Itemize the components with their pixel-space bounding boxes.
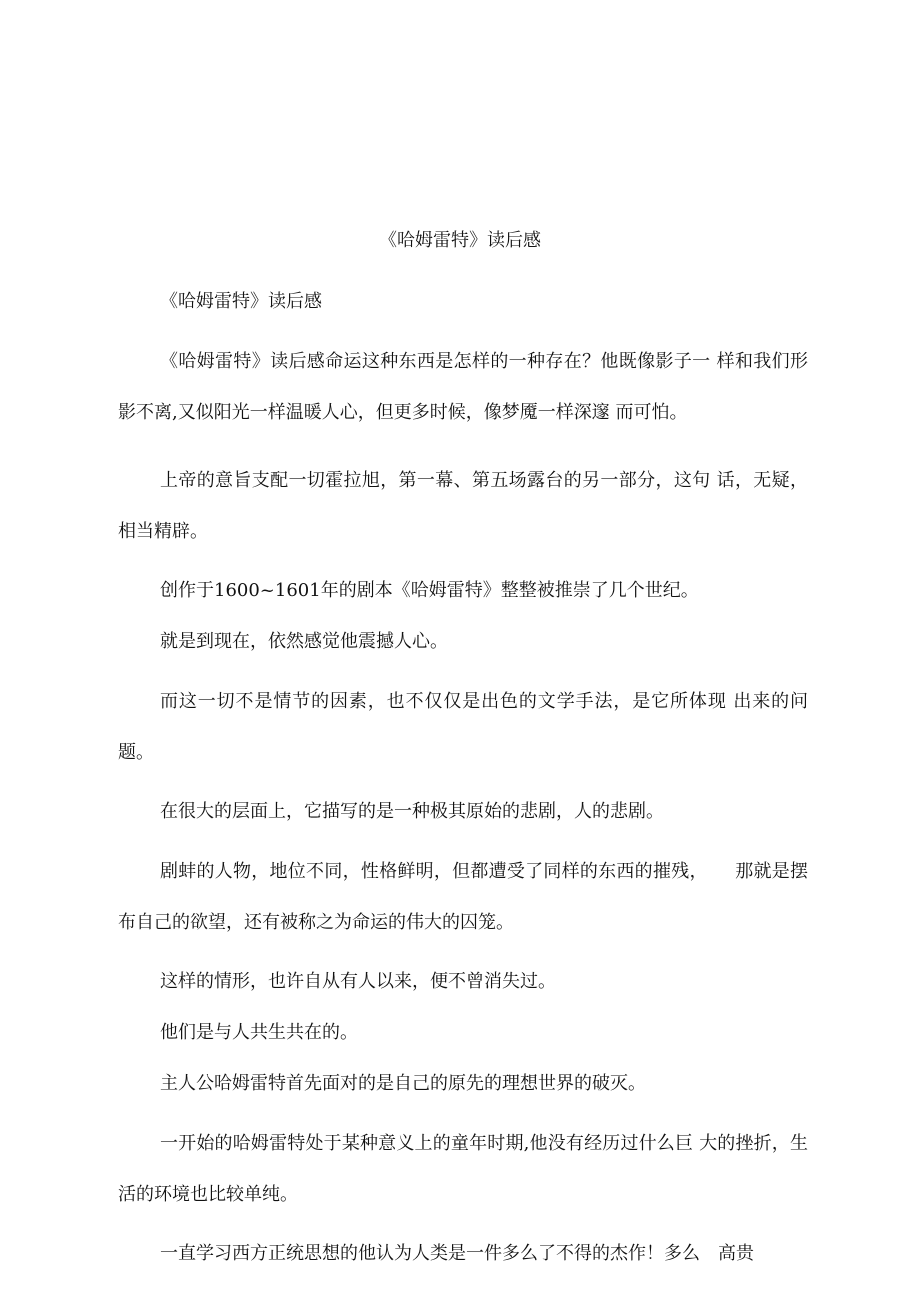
paragraph: 而这一切不是情节的因素，也不仅仅是出色的文学手法，是它所体现 出来的问题。 xyxy=(118,691,808,763)
paragraph: 创作于1600~1601年的剧本《哈姆雷特》整整被推崇了几个世纪。 xyxy=(160,580,699,601)
document-title: 《哈姆雷特》读后感 xyxy=(379,230,541,251)
paragraph: 剧蚌的人物，地位不同，性格鲜明，但都遭受了同样的东西的摧残， 那就是摆布自己的欲望，还有被称之为命运的伟大的囚笼。 xyxy=(118,861,808,933)
paragraph: 就是到现在，依然感觉他震撼人心。 xyxy=(160,631,448,652)
paragraph: 上帝的意旨支配一切霍拉旭，第一幕、第五场露台的另一部分，这句 话，无疑，相当精辟。 xyxy=(118,470,808,542)
paragraph: 这样的情形，也许自从有人以来，便不曾消失过。 xyxy=(160,971,556,992)
paragraph: 他们是与人共生共在的。 xyxy=(160,1022,358,1043)
paragraph-subtitle: 《哈姆雷特》读后感 xyxy=(160,291,322,312)
paragraph: 一直学习西方正统思想的他认为人类是一件多么了不得的杰作！多么 高贵 xyxy=(160,1243,754,1264)
paragraph: 主人公哈姆雷特首先面对的是自己的原先的理想世界的破灭。 xyxy=(160,1073,646,1094)
document-body xyxy=(118,285,808,1288)
paragraph: 在很大的层面上，它描写的是一种极其原始的悲剧，人的悲剧。 xyxy=(160,801,664,822)
paragraph: 一开始的哈姆雷特处于某种意义上的童年时期,他没有经历过什么巨 大的挫折，生活的环境也比较单纯。 xyxy=(118,1133,808,1205)
paragraph: 《哈姆雷特》读后感命运这种东西是怎样的一种存在？他既像影子一 样和我们形影不离,又似阳光一样温暖人心，但更多时候，像梦魇一样深邃 而可怕。 xyxy=(118,351,808,423)
